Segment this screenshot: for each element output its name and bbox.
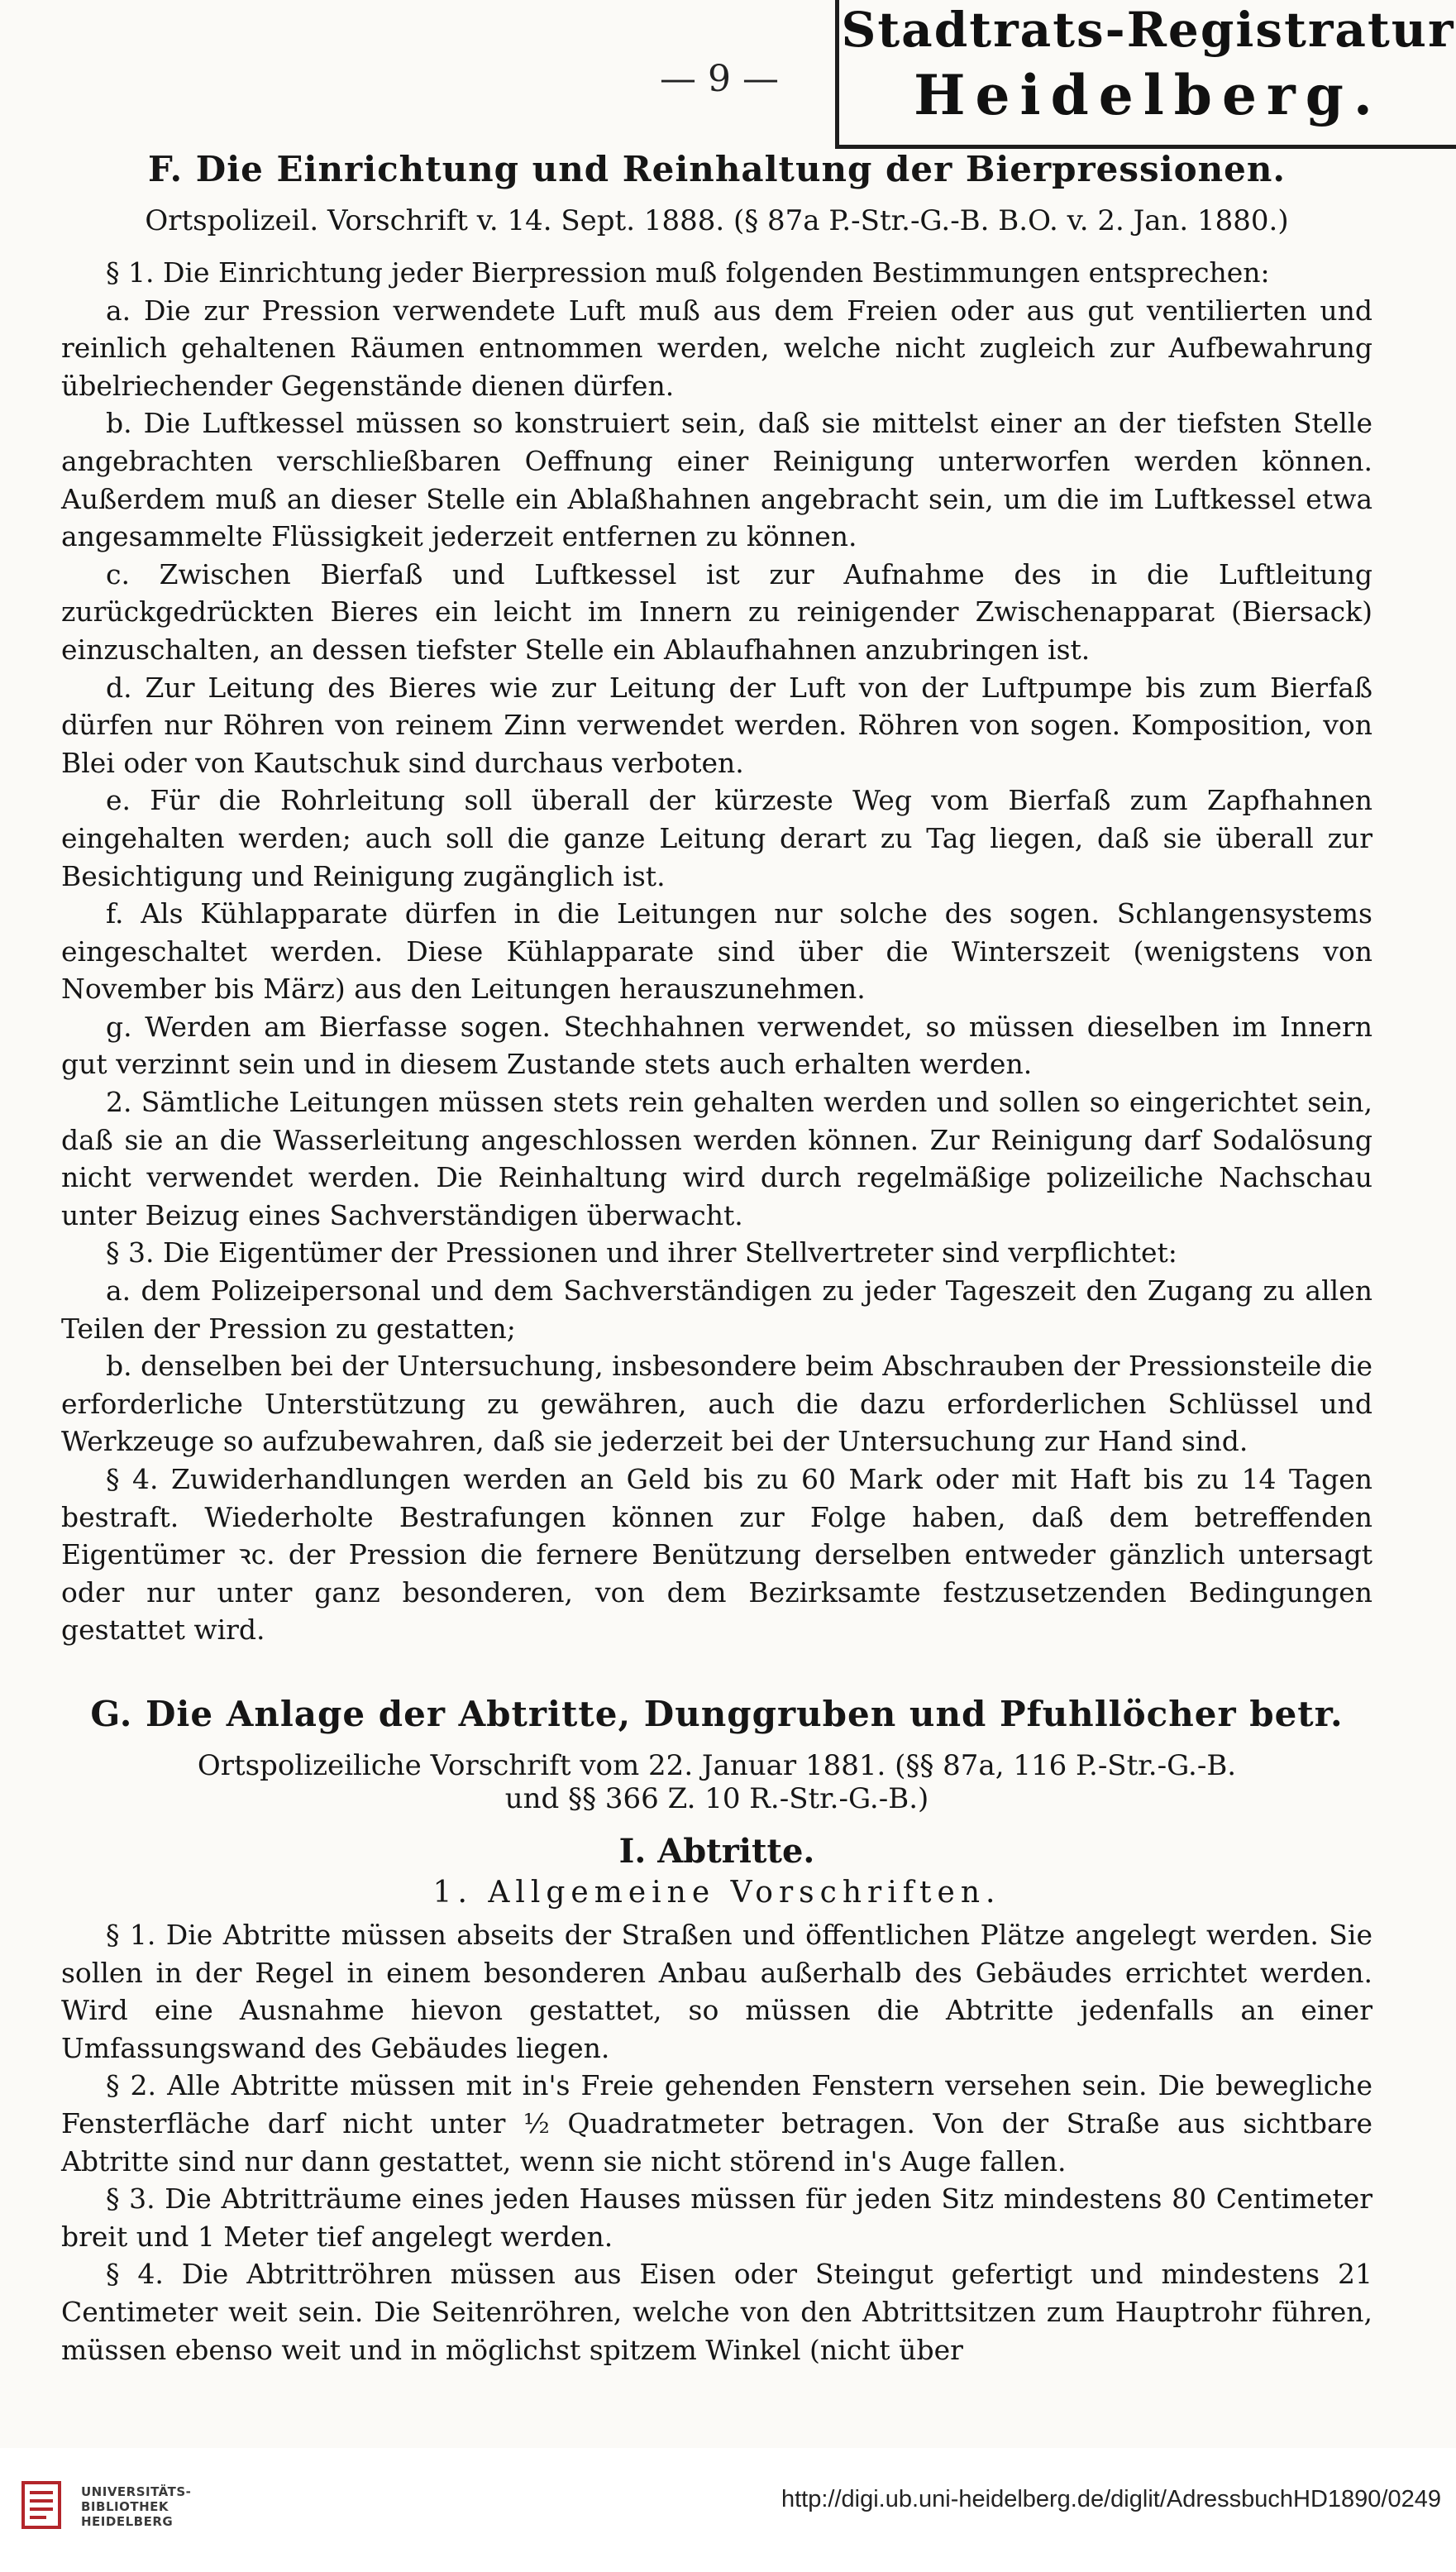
- library-name-line-3: HEIDELBERG: [81, 2514, 174, 2529]
- library-name-line-2: BIBLIOTHEK: [81, 2499, 169, 2514]
- paragraph: 2. Sämtliche Leitungen müssen stets rein gehalten werden und sollen so eingerichtet sein, daß sie an die Wasserleitung angeschlossen werden können. Zur Reinigung darf Sodalösung nicht verwendet werden. Die Reinhaltung wird durch regelmäßige polizeiliche Nachschau unter Beizug eines Sachverständigen überwacht.: [61, 1086, 1372, 1231]
- paragraph: § 3. Die Abtritträume eines jeden Hauses müssen für jeden Sitz mindestens 80 Centimeter breit und 1 Meter tief angelegt werden.: [61, 2182, 1372, 2253]
- university-library-logo: [18, 2474, 64, 2536]
- library-name-line-1: UNIVERSITÄTS-: [81, 2484, 192, 2499]
- stamp-line-2: Heidelberg.: [914, 63, 1382, 127]
- library-name: [81, 2484, 191, 2529]
- section-g-title: G. Die Anlage der Abtritte, Dunggruben und Pfuhllöcher betr.: [90, 1693, 1344, 1734]
- section-g-source-line-1: Ortspolizeiliche Vorschrift vom 22. Januar 1881. (§§ 87a, 116 P.-Str.-G.-B.: [197, 1748, 1237, 1782]
- paragraph: b. denselben bei der Untersuchung, insbesondere beim Abschrauben der Pressionsteile die erforderliche Unterstützung zu gewähren, auch die dazu erforderlichen Schlüssel und Werkzeuge so aufzubewahren, daß sie jederzeit bei der Untersuchung zur Hand sind.: [61, 1350, 1372, 1458]
- section-f-source: Ortspolizeil. Vorschrift v. 14. Sept. 1888. (§ 87a P.-Str.-G.-B. B.O. v. 2. Jan. 1880.): [145, 204, 1289, 237]
- paragraph: § 4. Zuwiderhandlungen werden an Geld bis zu 60 Mark oder mit Haft bis zu 14 Tagen bestraft. Wiederholte Bestrafungen können zur Folge haben, daß dem betreffenden Eigentümer ꝛc. der Pression die fernere Benützung derselben entweder gänzlich untersagt oder nur unter ganz besonderen, von dem Bezirksamte festzusetzenden Bedingungen gestattet wird.: [61, 1463, 1372, 1647]
- paragraph: d. Zur Leitung des Bieres wie zur Leitung der Luft von der Luftpumpe bis zum Bierfaß dürfen nur Röhren von reinem Zinn verwendet werden. Röhren von sogen. Komposition, von Blei oder von Kautschuk sind durchaus verboten.: [61, 671, 1372, 779]
- paragraph: b. Die Luftkessel müssen so konstruiert sein, daß sie mittelst einer an der tiefsten Stelle angebrachten verschließbaren Oeffnung einer Reinigung unterworfen werden können. Außerdem muß an dieser Stelle ein Ablaßhahnen angebracht sein, um die im Luftkessel etwa angesammelte Flüssigkeit jederzeit entfernen zu können.: [61, 407, 1372, 553]
- stamp-line-1: Stadtrats-Registratur: [841, 2, 1455, 58]
- section-gap: [61, 1649, 1372, 1694]
- page-content: [61, 149, 1372, 2369]
- section-g-source-line-2: und §§ 366 Z. 10 R.-Str.-G.-B.): [504, 1781, 929, 1815]
- paragraph: § 4. Die Abtrittröhren müssen aus Eisen oder Steingut gefertigt und mindestens 21 Centimeter weit sein. Die Seitenröhren, welche von den Abtrittsitzen zum Hauptrohr führen, müssen ebenso weit und in möglichst spitzem Winkel (nicht über: [61, 2258, 1372, 2366]
- paragraph: a. dem Polizeipersonal und dem Sachverständigen zu jeder Tageszeit den Zugang zu allen Teilen der Pression zu gestatten;: [61, 1274, 1372, 1345]
- permalink-url[interactable]: http://digi.ub.uni-heidelberg.de/diglit/AdressbuchHD1890/0249: [781, 2486, 1441, 2512]
- paragraph: § 1. Die Abtritte müssen abseits der Straßen und öffentlichen Plätze angelegt werden. Sie sollen in der Regel in einem besonderen Anbau außerhalb des Gebäudes errichtet werden. Wird eine Ausnahme hievon gestattet, so müssen die Abtritte jedenfalls an einer Umfassungswand des Gebäudes liegen.: [61, 1918, 1372, 2064]
- paragraph: f. Als Kühlapparate dürfen in die Leitungen nur solche des sogen. Schlangensystems eingeschaltet werden. Diese Kühlapparate sind über die Winterszeit (wenigstens von November bis März) aus den Leitungen herauszunehmen.: [61, 897, 1372, 1006]
- paragraph: e. Für die Rohrleitung soll überall der kürzeste Weg vom Bierfaß zum Zapfhahnen eingehalten werden; auch soll die ganze Leitung derart zu Tag liegen, daß sie überall zur Besichtigung und Reinigung zugänglich ist.: [61, 784, 1372, 892]
- page-number: — 9 —: [660, 58, 779, 100]
- paragraph: § 3. Die Eigentümer der Pressionen und ihrer Stellvertreter sind verpflichtet:: [106, 1236, 1177, 1269]
- paragraph: c. Zwischen Bierfaß und Luftkessel ist zur Aufnahme des in die Luftleitung zurückgedrückten Bieres ein leicht im Innern zu reinigender Zwischenapparat (Biersack) einzuschalten, an dessen tiefster Stelle ein Ablaufhahnen anzubringen ist.: [61, 557, 1372, 666]
- section-f-title: F. Die Einrichtung und Reinhaltung der Bierpressionen.: [147, 149, 1287, 189]
- subsection-title: I. Abtritte.: [618, 1831, 815, 1871]
- paragraph: g. Werden am Bierfasse sogen. Stechhahnen verwendet, so müssen dieselben im Innern gut verzinnt sein und in diesem Zustande stets auch erhalten werden.: [61, 1010, 1372, 1081]
- footer-bar: [0, 2448, 1456, 2572]
- paragraph: § 2. Alle Abtritte müssen mit in's Freie gehenden Fenstern versehen sein. Die bewegliche Fensterfläche darf nicht unter ½ Quadratmeter betragen. Von der Straße aus sichtbare Abtritte sind nur dann gestattet, wenn sie nicht störend in's Auge fallen.: [61, 2069, 1372, 2178]
- paragraph: § 1. Die Einrichtung jeder Bierpression muß folgenden Bestimmungen entsprechen:: [106, 256, 1270, 289]
- paragraph: a. Die zur Pression verwendete Luft muß aus dem Freien oder aus gut ventilierten und reinlich gehaltenen Räumen entnommen werden, welche nicht zugleich zur Aufbewahrung übelriechender Gegenstände dienen dürfen.: [61, 294, 1372, 402]
- registry-stamp: [835, 0, 1456, 149]
- subsubsection-title: 1. Allgemeine Vorschriften.: [432, 1875, 1001, 1910]
